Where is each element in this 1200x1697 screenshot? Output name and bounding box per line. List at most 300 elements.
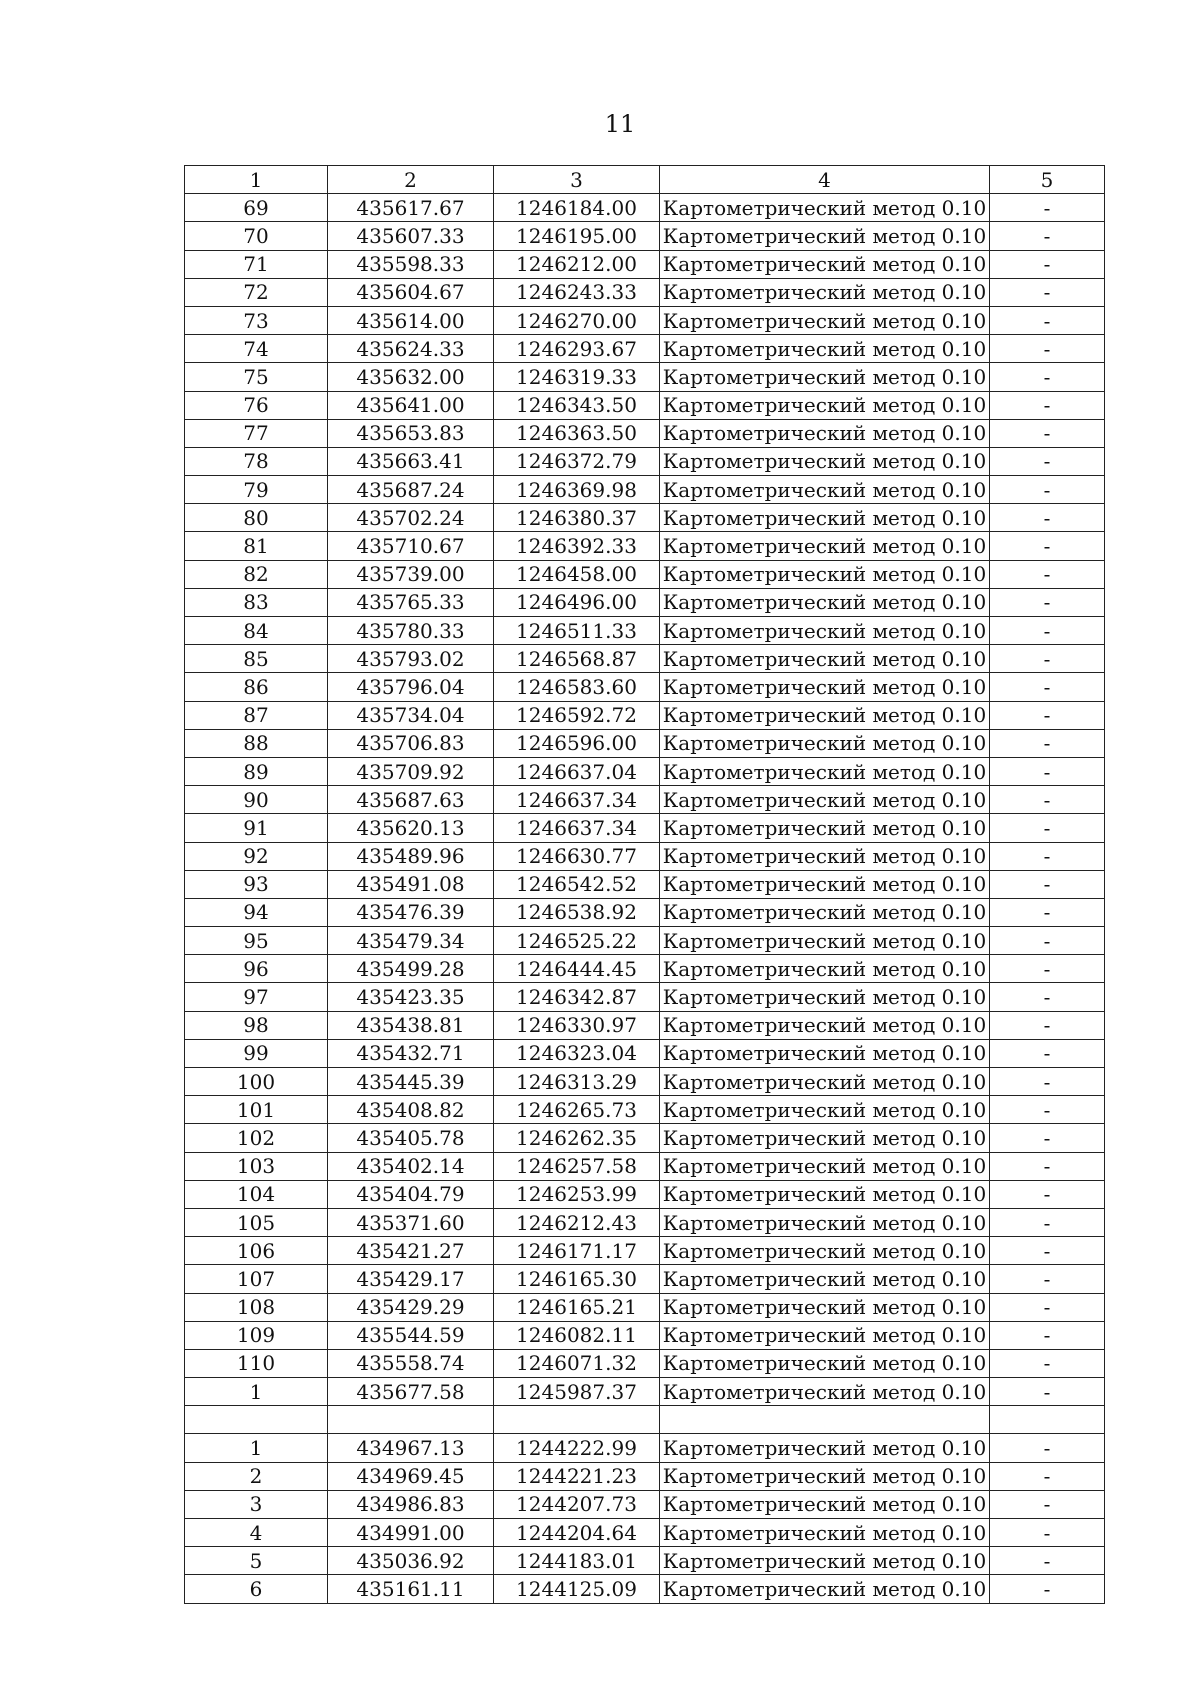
note-cell: - — [990, 1349, 1105, 1377]
y-coordinate-cell: 1246343.50 — [494, 391, 660, 419]
table-row — [185, 560, 1105, 588]
table-row — [185, 1434, 1105, 1462]
point-number-cell: 3 — [185, 1490, 328, 1518]
point-number-cell: 85 — [185, 645, 328, 673]
table-row — [185, 504, 1105, 532]
method-cell: Картометрический метод 0.10 — [660, 673, 990, 701]
method-cell: Картометрический метод 0.10 — [660, 504, 990, 532]
note-cell: - — [990, 1265, 1105, 1293]
x-coordinate-cell: 435558.74 — [328, 1349, 494, 1377]
table-row — [185, 1378, 1105, 1406]
note-cell: - — [990, 983, 1105, 1011]
x-coordinate-cell: 435445.39 — [328, 1068, 494, 1096]
note-cell: - — [990, 476, 1105, 504]
method-cell: Картометрический метод 0.10 — [660, 1434, 990, 1462]
note-cell: - — [990, 306, 1105, 334]
y-coordinate-cell: 1246380.37 — [494, 504, 660, 532]
y-coordinate-cell: 1246369.98 — [494, 476, 660, 504]
method-cell: Картометрический метод 0.10 — [660, 1237, 990, 1265]
x-coordinate-cell: 435598.33 — [328, 250, 494, 278]
x-coordinate-cell: 435429.17 — [328, 1265, 494, 1293]
method-cell: Картометрический метод 0.10 — [660, 1265, 990, 1293]
table-row — [185, 1490, 1105, 1518]
y-coordinate-cell: 1246568.87 — [494, 645, 660, 673]
table-row — [185, 1096, 1105, 1124]
note-cell: - — [990, 1462, 1105, 1490]
method-cell: Картометрический метод 0.10 — [660, 222, 990, 250]
x-coordinate-cell: 435614.00 — [328, 306, 494, 334]
point-number-cell: 91 — [185, 814, 328, 842]
point-number-cell — [185, 1406, 328, 1434]
table-row — [185, 729, 1105, 757]
x-coordinate-cell: 435617.67 — [328, 194, 494, 222]
table-row — [185, 363, 1105, 391]
method-cell: Картометрический метод 0.10 — [660, 1378, 990, 1406]
point-number-cell: 83 — [185, 588, 328, 616]
y-coordinate-cell: 1246444.45 — [494, 955, 660, 983]
table-row — [185, 222, 1105, 250]
table-row — [185, 194, 1105, 222]
y-coordinate-cell: 1246637.04 — [494, 757, 660, 785]
x-coordinate-cell: 435404.79 — [328, 1180, 494, 1208]
y-coordinate-cell: 1246270.00 — [494, 306, 660, 334]
table-row — [185, 701, 1105, 729]
y-coordinate-cell: 1246583.60 — [494, 673, 660, 701]
method-cell — [660, 1406, 990, 1434]
y-coordinate-cell: 1246212.00 — [494, 250, 660, 278]
y-coordinate-cell: 1246330.97 — [494, 1011, 660, 1039]
x-coordinate-cell: 435677.58 — [328, 1378, 494, 1406]
y-coordinate-cell: 1246637.34 — [494, 814, 660, 842]
point-number-cell: 82 — [185, 560, 328, 588]
method-cell: Картометрический метод 0.10 — [660, 278, 990, 306]
x-coordinate-cell: 435702.24 — [328, 504, 494, 532]
point-number-cell: 77 — [185, 419, 328, 447]
method-cell: Картометрический метод 0.10 — [660, 701, 990, 729]
note-cell: - — [990, 1152, 1105, 1180]
note-cell: - — [990, 673, 1105, 701]
method-cell: Картометрический метод 0.10 — [660, 250, 990, 278]
table-row — [185, 278, 1105, 306]
y-coordinate-cell: 1244183.01 — [494, 1547, 660, 1575]
point-number-cell: 71 — [185, 250, 328, 278]
table-row — [185, 1293, 1105, 1321]
note-cell: - — [990, 1519, 1105, 1547]
method-cell: Картометрический метод 0.10 — [660, 1096, 990, 1124]
y-coordinate-cell: 1246165.21 — [494, 1293, 660, 1321]
table-row — [185, 842, 1105, 870]
table-row — [185, 1462, 1105, 1490]
method-cell: Картометрический метод 0.10 — [660, 363, 990, 391]
point-number-cell: 106 — [185, 1237, 328, 1265]
method-cell: Картометрический метод 0.10 — [660, 1321, 990, 1349]
x-coordinate-cell: 435687.63 — [328, 786, 494, 814]
table-row — [185, 1068, 1105, 1096]
table-row — [185, 1208, 1105, 1236]
header-cell-5: 5 — [990, 166, 1105, 194]
x-coordinate-cell: 434969.45 — [328, 1462, 494, 1490]
point-number-cell: 90 — [185, 786, 328, 814]
point-number-cell: 80 — [185, 504, 328, 532]
x-coordinate-cell: 435402.14 — [328, 1152, 494, 1180]
note-cell: - — [990, 1237, 1105, 1265]
y-coordinate-cell: 1246592.72 — [494, 701, 660, 729]
y-coordinate-cell — [494, 1406, 660, 1434]
method-cell: Картометрический метод 0.10 — [660, 645, 990, 673]
point-number-cell: 4 — [185, 1519, 328, 1547]
x-coordinate-cell: 435405.78 — [328, 1124, 494, 1152]
note-cell: - — [990, 335, 1105, 363]
point-number-cell: 84 — [185, 617, 328, 645]
x-coordinate-cell: 435491.08 — [328, 870, 494, 898]
table-body — [185, 194, 1105, 1603]
point-number-cell: 78 — [185, 447, 328, 475]
y-coordinate-cell: 1244221.23 — [494, 1462, 660, 1490]
note-cell: - — [990, 898, 1105, 926]
note-cell: - — [990, 1547, 1105, 1575]
method-cell: Картометрический метод 0.10 — [660, 1208, 990, 1236]
note-cell: - — [990, 278, 1105, 306]
coordinates-table — [184, 165, 1105, 1604]
x-coordinate-cell: 435765.33 — [328, 588, 494, 616]
table-row — [185, 617, 1105, 645]
table-row — [185, 335, 1105, 363]
note-cell — [990, 1406, 1105, 1434]
method-cell: Картометрический метод 0.10 — [660, 194, 990, 222]
note-cell: - — [990, 419, 1105, 447]
header-cell-3: 3 — [494, 166, 660, 194]
note-cell: - — [990, 955, 1105, 983]
note-cell: - — [990, 391, 1105, 419]
point-number-cell: 88 — [185, 729, 328, 757]
x-coordinate-cell: 434967.13 — [328, 1434, 494, 1462]
table-row — [185, 898, 1105, 926]
point-number-cell: 76 — [185, 391, 328, 419]
point-number-cell: 86 — [185, 673, 328, 701]
x-coordinate-cell: 435710.67 — [328, 532, 494, 560]
x-coordinate-cell: 435620.13 — [328, 814, 494, 842]
point-number-cell: 89 — [185, 757, 328, 785]
method-cell: Картометрический метод 0.10 — [660, 898, 990, 926]
method-cell: Картометрический метод 0.10 — [660, 588, 990, 616]
note-cell: - — [990, 222, 1105, 250]
header-cell-4: 4 — [660, 166, 990, 194]
table-row — [185, 1265, 1105, 1293]
note-cell: - — [990, 757, 1105, 785]
table-row — [185, 1011, 1105, 1039]
y-coordinate-cell: 1246458.00 — [494, 560, 660, 588]
y-coordinate-cell: 1246511.33 — [494, 617, 660, 645]
x-coordinate-cell: 435632.00 — [328, 363, 494, 391]
x-coordinate-cell: 435421.27 — [328, 1237, 494, 1265]
method-cell: Картометрический метод 0.10 — [660, 1349, 990, 1377]
table-row — [185, 1237, 1105, 1265]
point-number-cell: 99 — [185, 1039, 328, 1067]
y-coordinate-cell: 1246265.73 — [494, 1096, 660, 1124]
point-number-cell: 2 — [185, 1462, 328, 1490]
table-row — [185, 532, 1105, 560]
point-number-cell: 1 — [185, 1378, 328, 1406]
x-coordinate-cell: 435663.41 — [328, 447, 494, 475]
method-cell: Картометрический метод 0.10 — [660, 757, 990, 785]
point-number-cell: 69 — [185, 194, 328, 222]
x-coordinate-cell: 435687.24 — [328, 476, 494, 504]
y-coordinate-cell: 1246538.92 — [494, 898, 660, 926]
note-cell: - — [990, 842, 1105, 870]
table-row — [185, 1180, 1105, 1208]
y-coordinate-cell: 1244204.64 — [494, 1519, 660, 1547]
note-cell: - — [990, 560, 1105, 588]
x-coordinate-cell: 435739.00 — [328, 560, 494, 588]
method-cell: Картометрический метод 0.10 — [660, 1011, 990, 1039]
point-number-cell: 5 — [185, 1547, 328, 1575]
y-coordinate-cell: 1246525.22 — [494, 927, 660, 955]
x-coordinate-cell: 435036.92 — [328, 1547, 494, 1575]
point-number-cell: 95 — [185, 927, 328, 955]
table-row — [185, 1321, 1105, 1349]
note-cell: - — [990, 194, 1105, 222]
y-coordinate-cell: 1246342.87 — [494, 983, 660, 1011]
y-coordinate-cell: 1246262.35 — [494, 1124, 660, 1152]
point-number-cell: 96 — [185, 955, 328, 983]
point-number-cell: 102 — [185, 1124, 328, 1152]
note-cell: - — [990, 250, 1105, 278]
method-cell: Картометрический метод 0.10 — [660, 786, 990, 814]
y-coordinate-cell: 1246293.67 — [494, 335, 660, 363]
note-cell: - — [990, 1378, 1105, 1406]
table-row — [185, 673, 1105, 701]
table-row — [185, 983, 1105, 1011]
x-coordinate-cell: 435607.33 — [328, 222, 494, 250]
point-number-cell: 104 — [185, 1180, 328, 1208]
note-cell: - — [990, 1039, 1105, 1067]
x-coordinate-cell: 435793.02 — [328, 645, 494, 673]
note-cell: - — [990, 645, 1105, 673]
table-row — [185, 1406, 1105, 1434]
note-cell: - — [990, 1490, 1105, 1518]
y-coordinate-cell: 1246363.50 — [494, 419, 660, 447]
point-number-cell: 6 — [185, 1575, 328, 1603]
table-row — [185, 419, 1105, 447]
table-row — [185, 870, 1105, 898]
note-cell: - — [990, 1434, 1105, 1462]
x-coordinate-cell: 435796.04 — [328, 673, 494, 701]
method-cell: Картометрический метод 0.10 — [660, 955, 990, 983]
point-number-cell: 92 — [185, 842, 328, 870]
table-row — [185, 1152, 1105, 1180]
y-coordinate-cell: 1246257.58 — [494, 1152, 660, 1180]
point-number-cell: 110 — [185, 1349, 328, 1377]
note-cell: - — [990, 870, 1105, 898]
note-cell: - — [990, 814, 1105, 842]
y-coordinate-cell: 1244207.73 — [494, 1490, 660, 1518]
table-row — [185, 757, 1105, 785]
note-cell: - — [990, 532, 1105, 560]
x-coordinate-cell: 435734.04 — [328, 701, 494, 729]
table-row — [185, 306, 1105, 334]
method-cell: Картометрический метод 0.10 — [660, 870, 990, 898]
method-cell: Картометрический метод 0.10 — [660, 1490, 990, 1518]
x-coordinate-cell: 435479.34 — [328, 927, 494, 955]
method-cell: Картометрический метод 0.10 — [660, 419, 990, 447]
x-coordinate-cell: 435641.00 — [328, 391, 494, 419]
method-cell: Картометрический метод 0.10 — [660, 335, 990, 363]
point-number-cell: 100 — [185, 1068, 328, 1096]
note-cell: - — [990, 1180, 1105, 1208]
point-number-cell: 105 — [185, 1208, 328, 1236]
table-row — [185, 814, 1105, 842]
note-cell: - — [990, 447, 1105, 475]
method-cell: Картометрический метод 0.10 — [660, 306, 990, 334]
x-coordinate-cell: 435432.71 — [328, 1039, 494, 1067]
y-coordinate-cell: 1246212.43 — [494, 1208, 660, 1236]
note-cell: - — [990, 363, 1105, 391]
table-row — [185, 588, 1105, 616]
method-cell: Картометрический метод 0.10 — [660, 476, 990, 504]
table-row — [185, 1349, 1105, 1377]
x-coordinate-cell: 435371.60 — [328, 1208, 494, 1236]
x-coordinate-cell: 435709.92 — [328, 757, 494, 785]
table-row — [185, 391, 1105, 419]
y-coordinate-cell: 1246542.52 — [494, 870, 660, 898]
x-coordinate-cell: 435604.67 — [328, 278, 494, 306]
y-coordinate-cell: 1246319.33 — [494, 363, 660, 391]
table-header-row — [185, 166, 1105, 194]
point-number-cell: 97 — [185, 983, 328, 1011]
method-cell: Картометрический метод 0.10 — [660, 1519, 990, 1547]
point-number-cell: 98 — [185, 1011, 328, 1039]
y-coordinate-cell: 1246372.79 — [494, 447, 660, 475]
y-coordinate-cell: 1246637.34 — [494, 786, 660, 814]
note-cell: - — [990, 588, 1105, 616]
x-coordinate-cell: 435438.81 — [328, 1011, 494, 1039]
note-cell: - — [990, 701, 1105, 729]
x-coordinate-cell: 435706.83 — [328, 729, 494, 757]
x-coordinate-cell: 435499.28 — [328, 955, 494, 983]
x-coordinate-cell: 435653.83 — [328, 419, 494, 447]
note-cell: - — [990, 1096, 1105, 1124]
point-number-cell: 81 — [185, 532, 328, 560]
point-number-cell: 1 — [185, 1434, 328, 1462]
note-cell: - — [990, 1208, 1105, 1236]
header-cell-1: 1 — [185, 166, 328, 194]
method-cell: Картометрический метод 0.10 — [660, 532, 990, 560]
table-row — [185, 1039, 1105, 1067]
y-coordinate-cell: 1246313.29 — [494, 1068, 660, 1096]
point-number-cell: 109 — [185, 1321, 328, 1349]
y-coordinate-cell: 1246184.00 — [494, 194, 660, 222]
table-row — [185, 786, 1105, 814]
note-cell: - — [990, 1068, 1105, 1096]
table-row — [185, 447, 1105, 475]
x-coordinate-cell: 435624.33 — [328, 335, 494, 363]
y-coordinate-cell: 1244222.99 — [494, 1434, 660, 1462]
method-cell: Картометрический метод 0.10 — [660, 842, 990, 870]
point-number-cell: 73 — [185, 306, 328, 334]
table-row — [185, 1547, 1105, 1575]
note-cell: - — [990, 1124, 1105, 1152]
table-row — [185, 927, 1105, 955]
y-coordinate-cell: 1246071.32 — [494, 1349, 660, 1377]
page-number: 11 — [604, 110, 636, 138]
header-cell-2: 2 — [328, 166, 494, 194]
method-cell: Картометрический метод 0.10 — [660, 983, 990, 1011]
table-row — [185, 476, 1105, 504]
x-coordinate-cell: 435476.39 — [328, 898, 494, 926]
y-coordinate-cell: 1246596.00 — [494, 729, 660, 757]
method-cell: Картометрический метод 0.10 — [660, 1575, 990, 1603]
method-cell: Картометрический метод 0.10 — [660, 447, 990, 475]
point-number-cell: 94 — [185, 898, 328, 926]
x-coordinate-cell: 435780.33 — [328, 617, 494, 645]
x-coordinate-cell: 435161.11 — [328, 1575, 494, 1603]
y-coordinate-cell: 1246253.99 — [494, 1180, 660, 1208]
note-cell: - — [990, 1011, 1105, 1039]
point-number-cell: 87 — [185, 701, 328, 729]
x-coordinate-cell: 435429.29 — [328, 1293, 494, 1321]
method-cell: Картометрический метод 0.10 — [660, 617, 990, 645]
y-coordinate-cell: 1246171.17 — [494, 1237, 660, 1265]
y-coordinate-cell: 1245987.37 — [494, 1378, 660, 1406]
point-number-cell: 101 — [185, 1096, 328, 1124]
table-row — [185, 250, 1105, 278]
table-row — [185, 1575, 1105, 1603]
method-cell: Картометрический метод 0.10 — [660, 1180, 990, 1208]
y-coordinate-cell: 1246630.77 — [494, 842, 660, 870]
method-cell: Картометрический метод 0.10 — [660, 560, 990, 588]
note-cell: - — [990, 786, 1105, 814]
x-coordinate-cell: 435423.35 — [328, 983, 494, 1011]
method-cell: Картометрический метод 0.10 — [660, 927, 990, 955]
method-cell: Картометрический метод 0.10 — [660, 1124, 990, 1152]
x-coordinate-cell: 435408.82 — [328, 1096, 494, 1124]
y-coordinate-cell: 1244125.09 — [494, 1575, 660, 1603]
method-cell: Картометрический метод 0.10 — [660, 1293, 990, 1321]
point-number-cell: 108 — [185, 1293, 328, 1321]
note-cell: - — [990, 1321, 1105, 1349]
method-cell: Картометрический метод 0.10 — [660, 1068, 990, 1096]
point-number-cell: 75 — [185, 363, 328, 391]
note-cell: - — [990, 729, 1105, 757]
table-row — [185, 1519, 1105, 1547]
table-row — [185, 645, 1105, 673]
x-coordinate-cell: 434986.83 — [328, 1490, 494, 1518]
y-coordinate-cell: 1246195.00 — [494, 222, 660, 250]
note-cell: - — [990, 617, 1105, 645]
point-number-cell: 74 — [185, 335, 328, 363]
method-cell: Картометрический метод 0.10 — [660, 729, 990, 757]
table-row — [185, 955, 1105, 983]
method-cell: Картометрический метод 0.10 — [660, 1462, 990, 1490]
method-cell: Картометрический метод 0.10 — [660, 391, 990, 419]
method-cell: Картометрический метод 0.10 — [660, 1039, 990, 1067]
point-number-cell: 72 — [185, 278, 328, 306]
method-cell: Картометрический метод 0.10 — [660, 814, 990, 842]
note-cell: - — [990, 504, 1105, 532]
x-coordinate-cell: 435489.96 — [328, 842, 494, 870]
method-cell: Картометрический метод 0.10 — [660, 1547, 990, 1575]
x-coordinate-cell: 434991.00 — [328, 1519, 494, 1547]
point-number-cell: 93 — [185, 870, 328, 898]
note-cell: - — [990, 1293, 1105, 1321]
note-cell: - — [990, 927, 1105, 955]
point-number-cell: 70 — [185, 222, 328, 250]
x-coordinate-cell — [328, 1406, 494, 1434]
y-coordinate-cell: 1246243.33 — [494, 278, 660, 306]
point-number-cell: 103 — [185, 1152, 328, 1180]
point-number-cell: 79 — [185, 476, 328, 504]
y-coordinate-cell: 1246082.11 — [494, 1321, 660, 1349]
